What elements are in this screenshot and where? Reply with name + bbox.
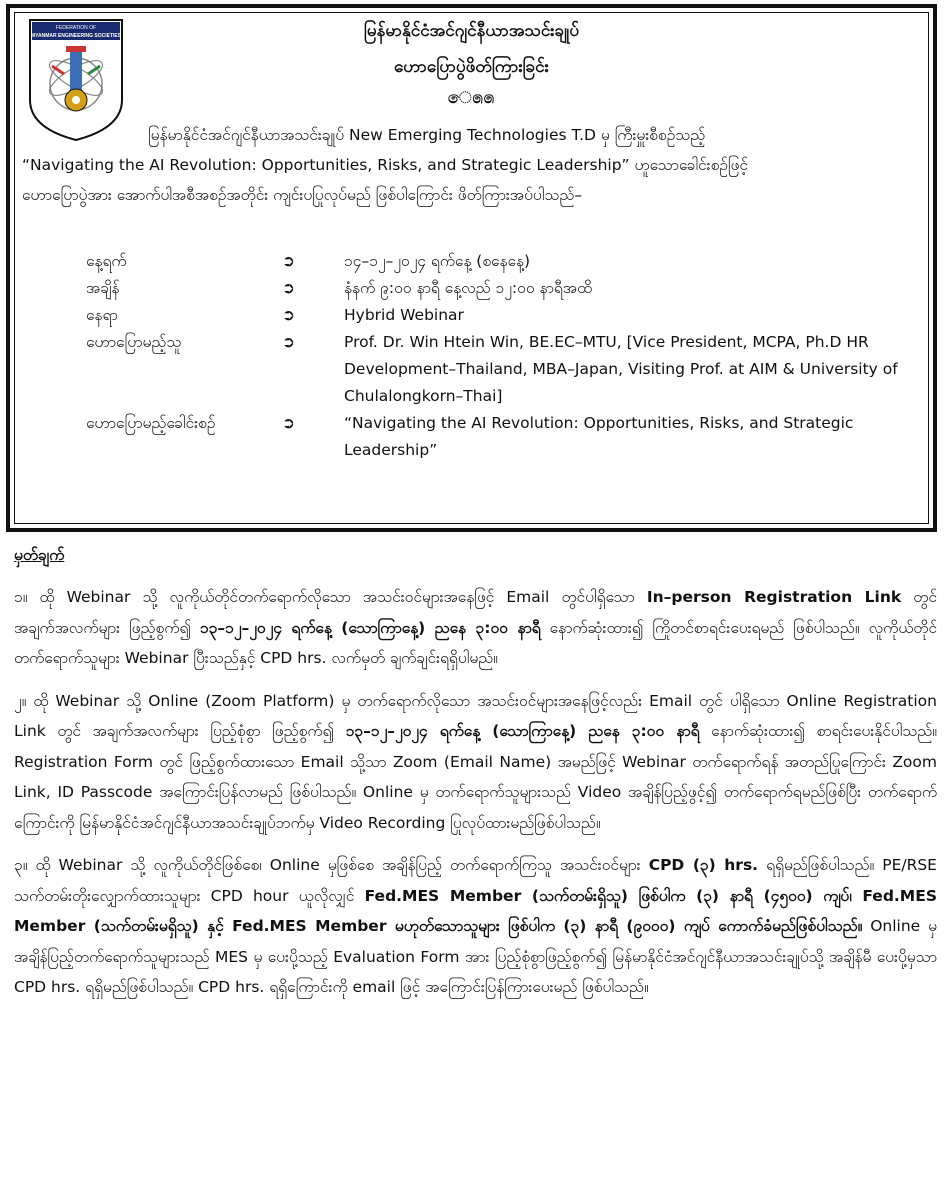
detail-label: ဟောပြောမည့်ခေါင်းစဉ် [86,414,216,432]
note-text: Online မှ အချိန်ပြည့်တက်ရောက်သူများသည် MES မှ ပေးပို့သည့် Evaluation Form အား ပြည့်စုံစွာဖြည့်စွက်၍ မြန်မာနိုင်ငံအင်ဂျင်နီယာအသင်းချုပ်သို့ အချိန်မီ ပေးပို့မှသာ CPD hrs. ရရှိမည်ဖြစ်ပါသည်။ CPD hrs. ရရှိကြောင်းကို email ဖြင့် အကြောင်းပြန်ကြားပေးမည် ဖြစ်ပါသည်။ [14,917,937,996]
note-bold: CPD (၃) hrs. [648,856,759,874]
detail-row-speaker [86,329,926,410]
event-details [86,248,926,464]
invitation-frame [6,4,937,532]
note-paragraph-1 [14,582,937,674]
detail-label: နေရာ [86,306,118,324]
note-paragraph-2 [14,686,937,839]
intro-line-3: ဟောပြောပွဲအား အောက်ပါအစီအစဉ်အတိုင်း ကျင်းပပြုလုပ်မည် ဖြစ်ပါကြောင်း ဖိတ်ကြားအပ်ပါသည်– [22,186,583,204]
invitation-subtitle: ဟောပြောပွဲဖိတ်ကြားခြင်း [394,57,549,77]
note-text: ၂။ ထို Webinar သို့ Online (Zoom Platform) မှ တက်ရောက်လိုသော အသင်းဝင်များအနေဖြင့်လည်း Email တွင် ပါရှိသော Online Registration Link တွင် အချက်အလက်များ ပြည့်စုံစွာ ဖြည့်စွက်၍ [14,691,937,740]
notes-section [14,540,937,1003]
arrow-icon: ➲ [282,252,295,270]
note-bold: ၁၃–၁၂–၂၀၂၄ ရက်နေ့ (သောကြာနေ့) ညနေ ၃:၀၀ နာရီ [199,618,541,637]
note-text: ၃။ ထို Webinar သို့ လူကိုယ်တိုင်ဖြစ်စေ၊ Online မှဖြစ်စေ အချိန်ပြည့် တက်ရောက်ကြသူ အသင်းဝင်များ [14,856,649,874]
detail-value: Prof. Dr. Win Htein Win, BE.EC–MTU, [Vice President, MCPA, Ph.D HR Development–Thailand, MBA–Japan, Visiting Prof. at AIM & University of Chulalongkorn–Thai] [344,333,898,405]
note-paragraph-3 [14,850,937,1003]
note-bold: ၁၃–၁၂–၂၀၂၄ ရက်နေ့ (သောကြာနေ့) ညနေ ၃:၀၀ နာရီ [345,722,700,740]
arrow-icon: ➲ [282,414,295,432]
note-bold: In–person Registration Link [646,588,902,606]
organization-title: မြန်မာနိုင်ငံအင်ဂျင်နီယာအသင်းချုပ် [363,21,580,41]
ornament-divider: ෙ෧෧ [447,88,496,107]
svg-text:FEDERATION OF: FEDERATION OF [55,25,97,31]
detail-row-time [86,275,926,302]
intro-line-1: မြန်မာနိုင်ငံအင်ဂျင်နီယာအသင်းချုပ် New Emerging Technologies T.D မှ ကြီးမှူးစီစဉ်သည့် [148,126,706,144]
note-text: တွင် အချက်အလက်များ ဖြည့်စွက်၍ [14,588,937,637]
arrow-icon: ➲ [282,279,295,297]
detail-value: ၁၄–၁၂–၂၀၂၄ ရက်နေ့ (စနေနေ့) [344,252,530,270]
detail-value: နံနက် ၉:၀၀ နာရီ နေ့လည် ၁၂:၀၀ နာရီအထိ [344,279,592,297]
note-text: နောက်ဆုံးထား၍ စာရင်းပေးနိုင်ပါသည်။ Registration Form တွင် ဖြည့်စွက်ထားသော Email သို့သာ Zoom (Email Name) အမည်ဖြင့် Webinar တက်ရောက်ရန် အတည်ပြုကြောင်း Zoom Link, ID Passcode အကြောင်းပြန်လာမည် ဖြစ်ပါသည်။ Online မှ တက်ရောက်သူများသည် Video အချိန်ပြည့်ဖွင့်၍ တက်ရောက်ရမည်ဖြစ်ပြီး တက်ရောက်ကြောင်းကို မြန်မာနိုင်ငံအင်ဂျင်နီယာအသင်းချုပ်ဘက်မှ Video Recording ပြုလုပ်ထားမည်ဖြစ်ပါသည်။ [14,722,937,832]
arrow-icon: ➲ [282,306,295,324]
detail-label: အချိန် [86,279,120,297]
intro-line-2: “Navigating the AI Revolution: Opportunities, Risks, and Strategic Leadership” ဟူသောခေါင်းစဉ်ဖြင့် [22,156,748,174]
note-text: နောက်ဆုံးထား၍ ကြိုတင်စာရင်းပေးရမည် ဖြစ်ပါသည်။ လူကိုယ်တိုင် တက်ရောက်သူများ Webinar ပြီးသည်နှင့် CPD hrs. လက်မှတ် ချက်ချင်းရရှိပါမည်။ [14,618,937,667]
detail-label: နေ့ရက် [86,252,127,270]
detail-value: Hybrid Webinar [344,306,464,324]
detail-row-date [86,248,926,275]
detail-row-topic [86,410,926,464]
detail-label: ဟောပြောမည့်သူ [86,333,182,351]
detail-value: “Navigating the AI Revolution: Opportunities, Risks, and Strategic Leadership” [344,414,854,459]
note-text: ၁။ ထို Webinar သို့ လူကိုယ်တိုင်တက်ရောက်လိုသော အသင်းဝင်များအနေဖြင့် Email တွင်ပါရှိသော [14,588,647,606]
arrow-icon: ➲ [282,333,295,351]
notes-heading: မှတ်ချက် [14,546,65,564]
svg-text:MYANMAR ENGINEERING SOCIETIES: MYANMAR ENGINEERING SOCIETIES [30,33,122,39]
note-bold: Fed.MES Member (သက်တမ်းရှိသူ) ဖြစ်ပါက (၃) နာရီ (၄၅၀၀) ကျပ်၊ Fed.MES Member (သက်တမ်းမရှိသူ) နှင့် Fed.MES Member မဟုတ်သောသူများ ဖြစ်ပါက (၃) နာရီ (၉၀၀၀) ကျပ် ကောက်ခံမည်ဖြစ်ပါသည်။ [14,886,937,935]
note-text: ရရှိမည်ဖြစ်ပါသည်။ PE/RSE သက်တမ်းတိုးလျှောက်ထားသူများ CPD hour ယူလိုလျှင် [14,856,937,905]
intro-paragraph [22,120,921,210]
detail-row-venue [86,302,926,329]
